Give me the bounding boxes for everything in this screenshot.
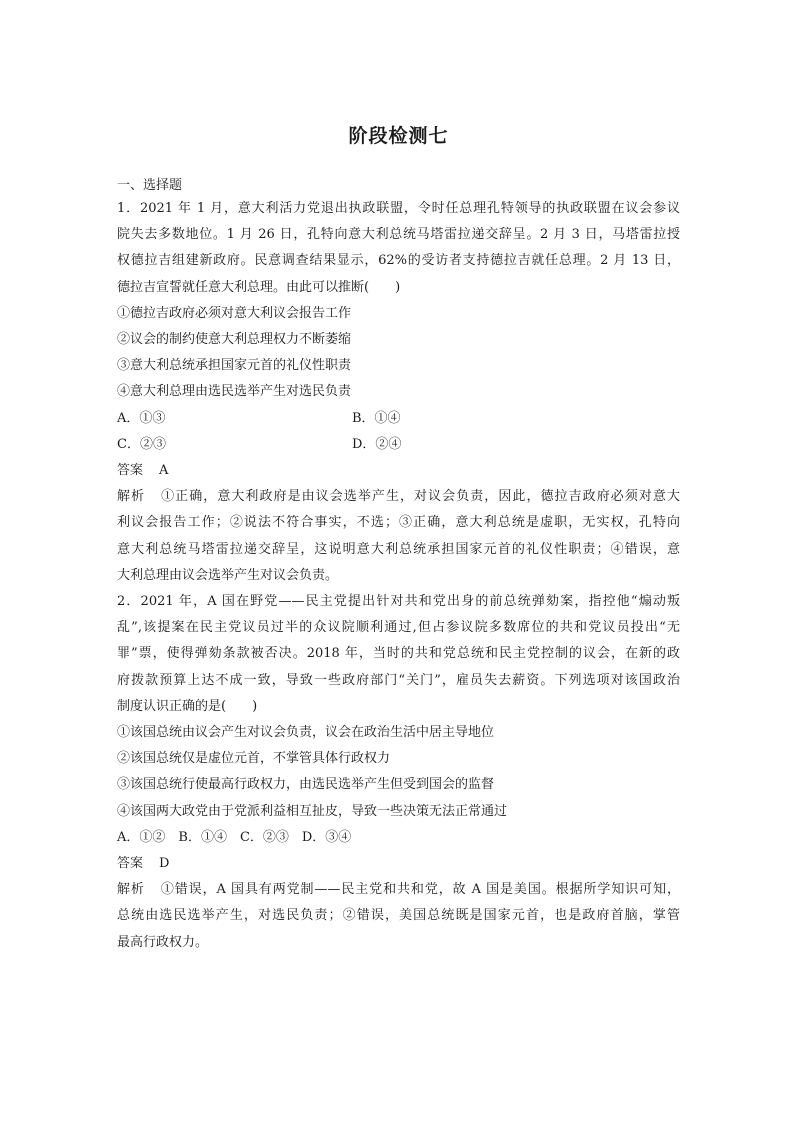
section-heading: 一、选择题 bbox=[117, 178, 183, 193]
q1-statement: ③意大利总统承担国家元首的礼仪性职责 bbox=[117, 358, 352, 374]
q1-statement: ①德拉吉政府必须对意大利议会报告工作 bbox=[117, 305, 352, 321]
question-1 bbox=[117, 196, 680, 589]
analysis-label: 解析 bbox=[117, 489, 146, 505]
q1-option-d: D．②④ bbox=[352, 436, 402, 452]
analysis-label: 解析 bbox=[117, 882, 145, 898]
q1-option-c: C．②③ bbox=[117, 436, 166, 452]
q1-stem-line: 1．2021 年 1 月，意大利活力党退出执政联盟，令时任总理孔特领导的执政联盟在议会参议 bbox=[117, 201, 680, 216]
q1-analysis-line: 意大利总统马塔雷拉递交辞呈，这说明意大利总统承担国家元首的礼仪性职责；④错误，意 bbox=[117, 541, 680, 557]
q2-analysis-line: 最高行政权力。 bbox=[117, 934, 209, 950]
q1-answer bbox=[117, 458, 680, 484]
q2-answer bbox=[117, 851, 680, 877]
q2-stem-line: 罪”票，使得弹劾条款被否决。2018 年，当时的共和党总统和民主党控制的议会，在新的政 bbox=[117, 646, 680, 662]
q2-analysis-line bbox=[117, 877, 680, 903]
answer-label: 答案 bbox=[117, 856, 144, 872]
q2-stem-line: 乱”,该提案在民主党议员过半的众议院顺利通过,但占参议院多数席位的共和党议员投出“无 bbox=[117, 620, 680, 636]
q1-stem-line: 院失去多数地位。1 月 26 日，孔特向意大利总统马塔雷拉递交辞呈。2 月 3 日，马塔雷拉授 bbox=[117, 227, 680, 243]
q2-statement: ①该国总统由议会产生对议会负责，议会在政治生活中居主导地位 bbox=[117, 725, 495, 741]
q1-options-row bbox=[117, 406, 680, 432]
q1-analysis-line: 利议会报告工作；②说法不符合事实，不选；③正确，意大利总统是虚职，无实权，孔特向 bbox=[117, 515, 680, 531]
analysis-text: ①正确，意大利政府是由议会选举产生，对议会负责，因此，德拉吉政府必须对意大 bbox=[161, 489, 680, 505]
q2-stem-line: 2．2021 年，A 国在野党——民主党提出针对共和党出身的前总统弹劾案，指控他“煽动叛 bbox=[117, 594, 680, 609]
q2-analysis-line: 总统由选民选举产生，对选民负责；②错误，美国总统既是国家元首，也是政府首脑，掌管 bbox=[117, 908, 680, 924]
answer-value: A bbox=[159, 463, 169, 479]
q2-stem-line: 制度认识正确的是( ) bbox=[117, 698, 258, 714]
q1-analysis-line bbox=[117, 484, 680, 510]
q1-option-a: A．①③ bbox=[117, 410, 166, 426]
q1-analysis-line: 大利总理由议会选举产生对议会负责。 bbox=[117, 567, 339, 583]
q2-statement: ④该国两大政党由于党派利益相互扯皮，导致一些决策无法正常通过 bbox=[117, 803, 508, 819]
q1-options-row bbox=[117, 432, 680, 458]
answer-value: D bbox=[159, 856, 170, 872]
answer-label: 答案 bbox=[117, 463, 144, 479]
q2-options: A．①② B．①④ C．②③ D．③④ bbox=[117, 829, 352, 845]
q2-statement: ③该国总统行使最高行政权力，由选民选举产生但受到国会的监督 bbox=[117, 777, 495, 793]
q2-statement: ②该国总统仅是虚位元首，不掌管具体行政权力 bbox=[117, 751, 391, 767]
q2-stem-line: 府拨款预算上达不成一致，导致一些政府部门“关门”，雇员失去薪资。下列选项对该国政治 bbox=[117, 672, 680, 688]
q1-stem-line: 权德拉吉组建新政府。民意调查结果显示，62%的受访者支持德拉吉就任总理。2 月 13 日， bbox=[117, 253, 680, 269]
q1-statement: ②议会的制约使意大利总理权力不断萎缩 bbox=[117, 332, 352, 348]
q1-statement: ④意大利总理由选民选举产生对选民负责 bbox=[117, 384, 352, 400]
q1-stem-line: 德拉吉宣誓就任意大利总理。由此可以推断( ) bbox=[117, 279, 401, 295]
q1-option-b: B．①④ bbox=[352, 410, 401, 426]
question-2 bbox=[117, 589, 680, 956]
page-title: 阶段检测七 bbox=[348, 125, 449, 147]
analysis-text: ①错误，A 国具有两党制——民主党和共和党，故 A 国是美国。根据所学知识可知， bbox=[160, 882, 680, 898]
